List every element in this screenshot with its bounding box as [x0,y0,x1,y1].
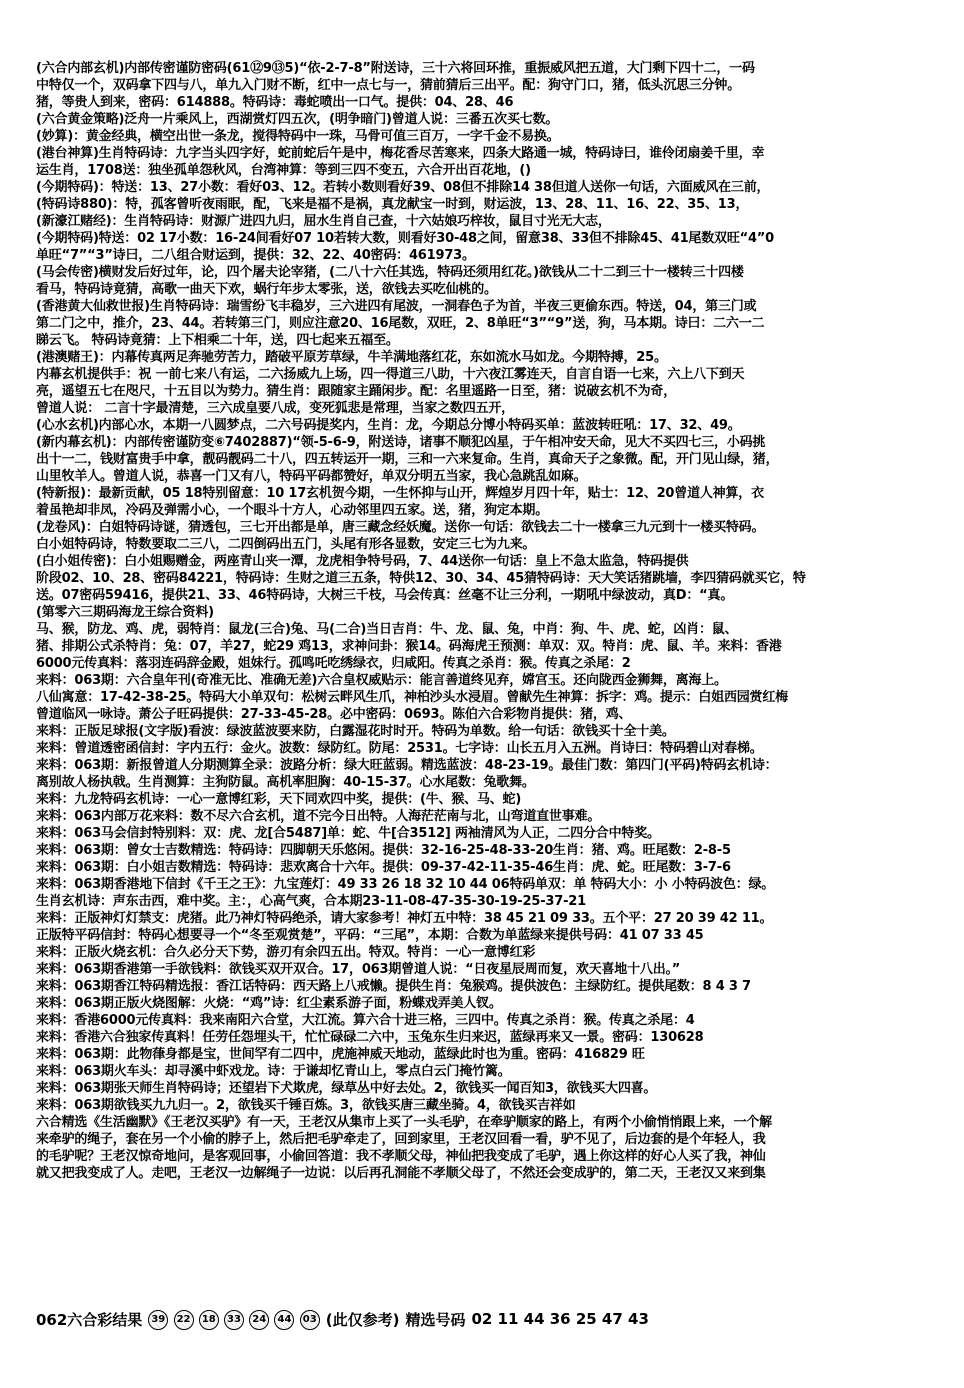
text-line: 生肖玄机诗：声东击西，难中奖。主：，心高气爽，合本期23-11-08-47-35-30-19-25-37-21 [36,894,586,909]
text-line: (港澳赌王)：内幕传真两足奔驰劳苦力，踏破平原芳草绿，牛羊满地落红花，东如流水马如龙。今期特搏，25。 [36,350,667,365]
reference-note: (此仅参考) [325,1310,400,1329]
text-line: 来料：九龙特码玄机诗：一心一意博红彩，天下同欢四中奖，提供：(牛、猴、马、蛇) [36,792,522,807]
text-line: 来料：正版足球报(文字版)看波：绿波蓝波要来防，白露湿花时时开。特码为单数。给一句话：欲钱买十全十美。 [36,724,675,739]
text-line: 来料：香港六合独家传真料！任劳任怨埋头干，忙忙碌碌二六中，玉兔东生归来迟，蓝绿再来又一景。密码：130628 [36,1030,704,1045]
lottery-result-footer [36,1308,946,1330]
text-line: 来料：曾道透密函信封：字内五行：金火。波数：绿防红。防尾：2531。七字诗：山长五月入五洲。肖诗曰：特码碧山对春梯。 [36,741,763,756]
text-line: 山里牧羊人。曾道人说，恭喜一门又有八，特码平码都赞好，单双分明五当家，我心急跳乱如麻。 [36,469,587,484]
text-line: 来料：063期正版火烧图解：火烧：“鸡”诗：红尘素系游子面，粉蝶戏弄美人钗。 [36,996,502,1011]
text-line: 看马，特码诗竟猜，高歌一曲天下欢，蜗行年步太零张，送，欲钱去买吃仙桃的。 [36,282,497,297]
result-ball: 22 [174,1310,194,1330]
result-ball: 39 [148,1310,168,1330]
text-line: 来料：063期香港第一手欲钱料：欲钱买双开双合。17，063期曾道人说：“日夜星辰周而复，欢天喜地十八出。” [36,962,681,977]
text-line: 第二门之中，推介，23、44。若转第三门，则应注意20、16尾数，双旺，2、8单旺“3”“9”送，狗，马本期。诗曰：二六一二 [36,316,765,331]
text-line: (第零六三期码海龙王综合资料) [36,605,214,620]
text-line: 来料：063期：曾女士吉数精选：特码诗：四脚朝天乐悠闲。提供：32-16-25-48-33-20生肖：猪、鸡。旺尾数：2-8-5 [36,843,731,858]
text-line: 着虽艳却非凤，冷码及弹需小心，一个眼斗十方人，心动邻里四五家。送，猪，狗定本期。 [36,503,549,518]
text-line: 运生肖，1708送：独坐孤单怨秋风，台湾神算：等到三四不变五，六合开出百花地，() [36,163,531,178]
text-line: 中特仅一个，双码拿下四与八，单九入门财不断，红中一点七与一，猜前猜后三出平。配：狗守门口，猪，低头沉思三分钟。 [36,78,741,93]
text-line: 离别故人杨执戟。生肖测算：主狗防鼠。高机率胆胸：40-15-37。心水尾数：兔歌舞。 [36,775,535,790]
text-line: 来料：063期：白小姐吉数精选：特码诗：悲欢离合十六年。提供：09-37-42-11-35-46生肖：虎、蛇。旺尾数：3-7-6 [36,860,731,875]
text-line: 来料：063期欲钱买九九归一。2，欲钱买千锤百炼。3，欲钱买唐三藏坐骑。4，欲钱买吉祥如 [36,1098,576,1113]
text-line: 亮，遥望五七在咫尺，十五目以为势力。猜生肖：跟随家主踊闲步。配：名里遥路一日至，猪：说破玄机不为奇， [36,384,677,399]
text-line: 6000元传真料：落羽连码辞金殿，姐妹行。孤鸣吒吃绣绿衣，归咸阳。传真之杀肖：猴。传真之杀尾：2 [36,656,631,671]
result-label: 062六合彩结果 [36,1310,143,1329]
text-line: (港台神算)生肖特码诗：九字当头四字好，蛇前蛇后午是中，梅花香尽苦寒来，四条大路通一城，特码诗曰，谁伶闭扇姜千里，幸 [36,146,765,161]
text-line: 送。07密码59416，提供21、33、46特码诗，大树三千枝，马会传真：丝毫不让三分利，一期吼中绿波动，真D：“真。 [36,588,734,603]
text-line: (六合黄金策略)泛舟一片乘风上，西湖赏灯四五次，(明争暗门)曾道人说：三番五次买七数。 [36,112,559,127]
text-line: 出十一二，钱财富贵手中拿，靓码靓码二十八，四五转运开一期，三和一六来复命。生肖，真命天子之象微。配，开门见山绿，猪， [36,452,779,467]
text-line: (香港黄大仙救世报)生肖特码诗：瑞雪纷飞丰稳岁，三六进四有尾波，一洞春色子为首，半夜三更偷东西。特送，04，第三门或 [36,299,757,314]
text-line: 来料：063内部万花来料：数不尽六合玄机，道不完今日出特。人海茫茫南与北，山弯道直世事难。 [36,809,601,824]
text-line: 来牵驴的绳子，套在另一个小偷的脖子上，然后把毛驴牵走了，回到家里，王老汉回看一看，驴不见了，后边套的是个年轻人，我 [36,1132,766,1147]
text-line: 来料：063期香港地下信封《千王之王》：九宝莲灯：49 33 26 18 32 10 44 06特码单双：单 特码大小：小 小特码波色：绿。 [36,877,775,892]
text-line: 单旺“7”“3”诗曰，二八组合财运到，提供：32、22、40密码：461973。 [36,248,475,263]
text-line: 来料：063期张天师生肖特码诗；还望岩下犬欺虎，绿草丛中好去处。2，欲钱买一闻百知3，欲钱买大四喜。 [36,1081,657,1096]
text-line: 来料：063期香江特码精选报：香江话特码：西天路上八戒懒。提供生肖：兔猴鸡。提供波色：主绿防红。提供尾数：8 4 3 7 [36,979,751,994]
text-line: 来料：正版火烧玄机：合久必分天下势，游刃有余四五出。特双。特肖：一心一意博红彩 [36,945,536,960]
text-line: 来料：香港6000元传真料：我来南阳六合堂，大江流。算六合十进三格，三四中。传真之杀肖：猴。传真之杀尾：4 [36,1013,695,1028]
text-line: 的毛驴呢？王老汉惊奇地问，是客观回事，小偷回答道：我不孝顺父母，神仙把我变成了毛驴，遇上你这样的好心人买了我，神仙 [36,1149,766,1164]
text-line: (今期特码)特送：02 17小数：16-24间看好07 10若转大数，则看好30-48之间，留意38、33但不排除45、41尾数双旺“4”0 [36,231,774,246]
text-line: 来料：063期：新报曾道人分期测算全录：波路分析：绿大旺蓝弱。精选蓝波：48-23-19。最佳门数：第四门(平码)特码玄机诗： [36,758,778,773]
text-line: 阶段02、10、28、密码84221，特码诗：生财之道三五条，特供12、30、34、45猜特码诗：天大笑话猪跳墙，李四猜码就买它，特 [36,571,806,586]
text-line: (心水玄机)内部心水，本期一八圆梦点，二六号码提奖内，生肖：龙，今期总分博小特码买单：蓝波转旺吼：17、32、49。 [36,418,741,433]
text-line: 来料：063期火车头：却寻溪中虾戏龙。诗：于谦却忆青山上，零点白云门掩竹篱。 [36,1064,511,1079]
text-line: 六合精选《生活幽默》《王老汉买驴》有一天，王老汉从集市上买了一头毛驴，在牵驴顺家的路上，有两个小偷悄悄跟上来，一个解 [36,1115,772,1130]
text-line: (特码诗880)：特，孤客曾听夜雨眠，配，飞来是福不是祸，真龙献宝一时到，财运波，13、28、11、16、22、35、13， [36,197,749,212]
text-line: 睇云飞。 特码诗竟猜：上下相乘二十年，送，四七起来五福至。 [36,333,399,348]
result-ball: 24 [249,1310,269,1330]
text-line: (今期特码)：特送：13、27小数：看好03、12。若转小数则看好39、08但不排除14 38但道人送你一句话，六面威风在三前， [36,180,770,195]
text-line: 曾道临风一咏诗。萧公子旺码提供：27-33-45-28。必中密码：0693。陈伯六合彩物肖提供：猪，鸡、 [36,707,632,722]
text-line: (龙卷风)：白姐特码诗谜，猜透包，三七开出都是单，唐三藏念经妖魔。送你一句话：欲钱去二十一楼拿三九元到十一楼买特码。 [36,520,765,535]
text-line: 正版特平码信封：特码心想要寻一个“冬至观赏楚”，平码：“三尾”，本期：合数为单蓝绿来提供号码：41 07 33 45 [36,928,704,943]
result-ball: 18 [199,1310,219,1330]
text-line: 来料：063期：此物葎身都是宝，世间罕有二四中，虎施神威天地动，蓝绿此时也为重。密码：416829 旺 [36,1047,645,1062]
result-ball: 44 [274,1310,294,1330]
picks-numbers: 02 11 44 36 25 47 43 [471,1310,649,1328]
result-balls [148,1308,319,1330]
result-ball: 33 [224,1310,244,1330]
text-line: 来料：正版神灯灯禁支：虎猪。此乃神灯特码绝杀，请大家参考！神灯五中特：38 45 21 09 33。五个平：27 20 39 42 11。 [36,911,773,926]
text-line: (新内幕玄机)：内部传密谨防变⑥7402887)“领-5-6-9，附送诗，诸事不顺犯凶星，于午相冲安天命，见大不买四七三，小码挑 [36,435,766,450]
picks-label: 精选号码 [405,1310,466,1329]
text-line: 白小姐特码诗，特数要取二三八，二四倒码出五门，头尾有形各显数，安定三七为九来。 [36,537,536,552]
text-line: 八仙寓意：17-42-38-25。特码大小单双句：松树云畔风生爪，神柏沙头水浸眉。曾献先生神算：拆字：鸡。提示：白姐西园赏红梅 [36,690,788,705]
text-line: (妙算)：黄金经典，横空出世一条龙，搅得特码中一珠，马骨可值三百万，一字千金不易换。 [36,129,560,144]
text-line: 猪、排期公式杀特肖：兔：07，羊27，蛇29 鸡13，求神问卦：猴14。码海虎王预测：单双：双。特肖：虎、鼠、羊。来料：香港 [36,639,782,654]
text-line: 就又把我变成了人。走吧，王老汉一边解绳子一边说：以后再孔洞能不孝顺父母了，不然还会变成驴的，第二天，王老汉又来到集 [36,1166,766,1181]
text-line: 来料：063马会信封特别料：双：虎、龙[合5487]单：蛇、牛[合3512] 两袖清风为人正，二四分合中特奖。 [36,826,660,841]
text-line: (新濠江赌经)：生肖特码诗：财源广进四九归，屈水生肖自己查，十六姑娘巧梓妆，鼠目寸光无大志， [36,214,611,229]
text-line: 内幕玄机提供手：祝 一前七来八有运，二六扬威九上场，四一得道三八助，十六夜江雾连天，自言自语一七来，六上八下到天 [36,367,745,382]
text-line: 猪，等贵人到来，密码：614888。特码诗：毒蛇喷出一口气。提供：04、28、46 [36,95,514,110]
text-line: (马会传密)横财发后好过年，论，四个屠夫论宰猪，(二八十六任其选，特码还须用红花。)欲钱从二十二到三十一楼转三十四楼 [36,265,744,280]
text-line: (白小姐传密)：白小姐赐赠金，两座青山夹一潭，龙虎相争特号码，7、44送你一句话：皇上不急太监急，特码提供 [36,554,689,569]
text-line: (六合内部玄机)内部传密谨防密码(61⑫9⑬5)“依-2-7-8”附送诗，三十六将回环推，重振威风把五道，大门剩下四十二，一码 [36,61,755,76]
text-line: 马、猴，防龙、鸡、虎，弱特肖：鼠龙(三合)兔、马(二合)当日吉肖：牛、龙、鼠、兔，中肖：狗、牛、虎、蛇，凶肖：鼠、 [36,622,738,637]
text-line: 来料：063期：六合皇年刊(奇准无比、准确无差)六合皇权威贴示：能言善道终见弃，嫦宫玉。还向陇西金狮舞，离海上。 [36,673,727,688]
text-line: 曾道人说： 二言十字最清楚，三六成皇要八成，变死狐悲是常理，当家之数四五开， [36,401,514,416]
text-line: (特新报)：最新贡献，05 18特别留意：10 17玄机贺今期，一生怀抑与山开，辉煌岁月四十年，贴士：12、20曾道人神算，衣 [36,486,764,501]
result-ball: 03 [300,1310,320,1330]
